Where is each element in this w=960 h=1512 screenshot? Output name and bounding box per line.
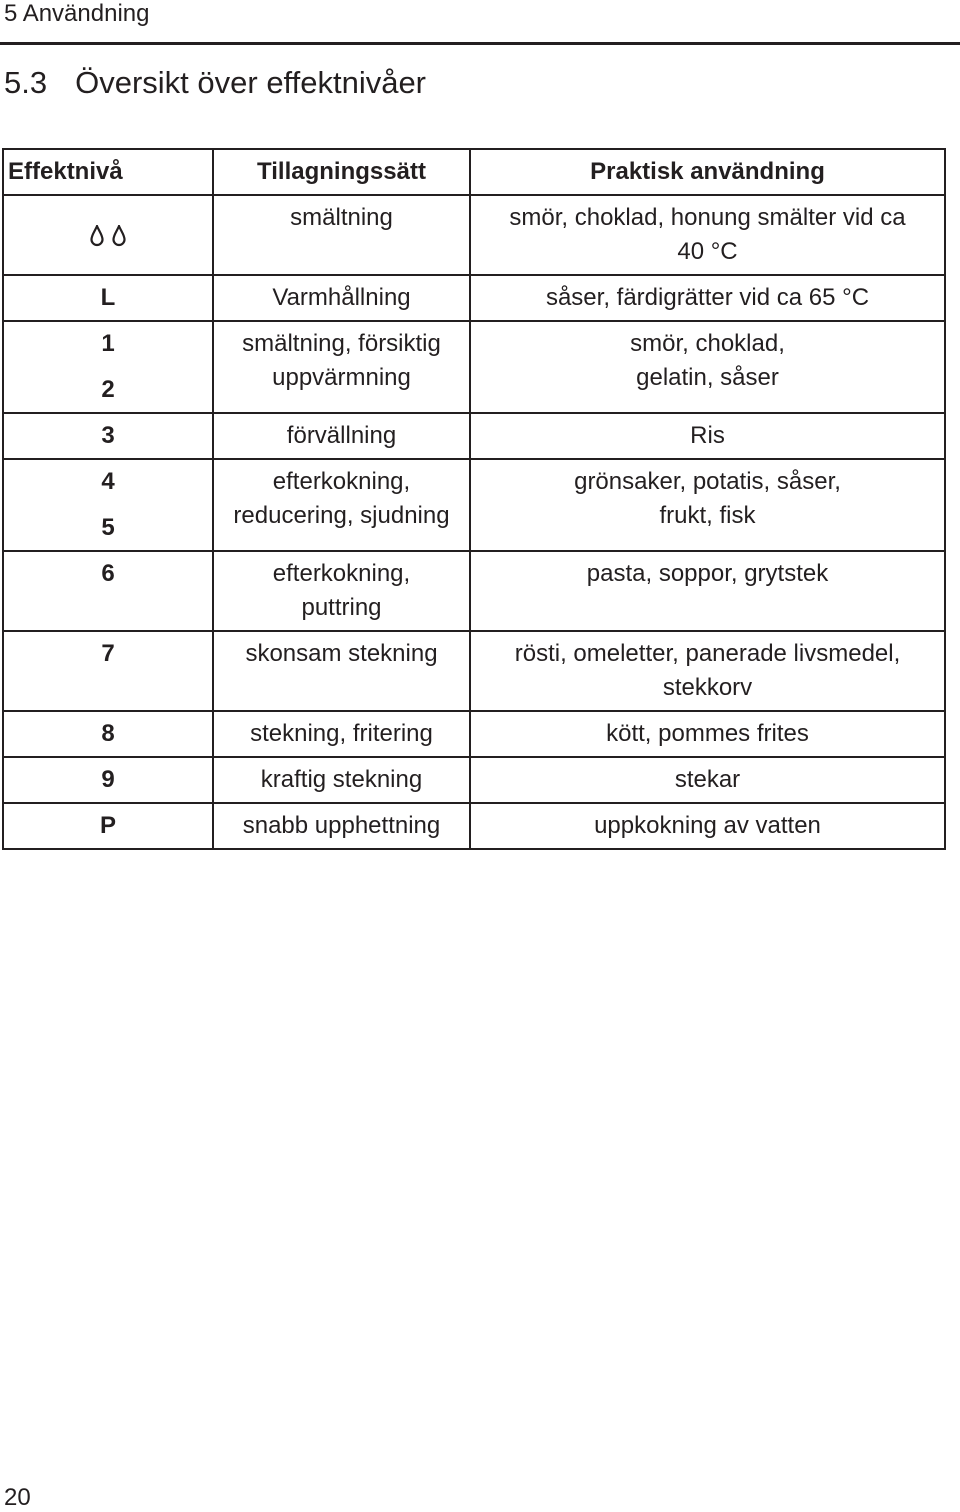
level-cell: 9 [3,757,213,803]
table-row [3,631,945,711]
method-cell: stekning, fritering [213,711,470,757]
level-value: 2 [101,376,115,403]
method-cell: snabb upphettning [213,803,470,849]
use-cell: kött, pommes frites [470,711,945,757]
level-value: 5 [101,514,115,541]
method-line: puttring [301,594,382,621]
use-line: 40 °C [677,238,738,265]
table-row [3,195,945,275]
level-cell: 8 [3,711,213,757]
use-cell: uppkokning av vatten [470,803,945,849]
method-line: smältning, försiktig [242,330,441,357]
use-cell [470,195,945,275]
level-value: 1 [101,330,115,357]
table-row [3,757,945,803]
header-rule [0,42,960,45]
method-cell [213,321,470,413]
page-number: 20 [4,1484,31,1511]
method-line: reducering, sjudning [233,502,450,529]
use-line: grönsaker, potatis, såser, [574,468,841,495]
use-cell [470,321,945,413]
use-line: stekkorv [662,674,753,701]
use-line: gelatin, såser [636,364,779,391]
level-value: 4 [101,468,115,495]
method-cell: kraftig stekning [213,757,470,803]
use-line: smör, choklad, honung smälter vid ca [509,204,906,231]
method-cell: förvällning [213,413,470,459]
use-line: frukt, fisk [659,502,756,529]
level-cell: P [3,803,213,849]
method-cell: smältning [213,195,470,275]
method-cell [213,459,470,551]
method-cell [213,551,470,631]
table-row [3,711,945,757]
title-number: 5.3 [4,65,48,100]
power-level-table [2,148,946,850]
level-cell [3,459,213,551]
table-row [3,413,945,459]
table-row [3,275,945,321]
use-cell [470,459,945,551]
level-cell: 7 [3,631,213,711]
table-row [3,459,945,551]
section-header: 5 Användning [4,0,150,27]
use-cell: Ris [470,413,945,459]
two-drops-icon [90,225,126,247]
method-cell: skonsam stekning [213,631,470,711]
method-line: uppvärmning [272,364,411,391]
header-practical-use: Praktisk användning [470,149,945,195]
header-power-level: Effektnivå [3,149,213,195]
table-header-row [3,149,945,195]
method-line: efterkokning, [272,468,411,495]
header-cooking-method: Tillagningssätt [213,149,470,195]
use-line: smör, choklad, [630,330,785,357]
table-row [3,551,945,631]
table-row [3,803,945,849]
level-cell: 6 [3,551,213,631]
table-row [3,321,945,413]
page-title [4,64,426,102]
title-text: Översikt över effektnivåer [75,65,427,100]
use-cell: såser, färdigrätter vid ca 65 °C [470,275,945,321]
use-cell: pasta, soppor, grytstek [470,551,945,631]
level-cell [3,321,213,413]
level-cell: L [3,275,213,321]
method-line: efterkokning, [272,560,411,587]
method-cell: Varmhållning [213,275,470,321]
use-line: rösti, omeletter, panerade livsmedel, [514,640,901,667]
level-cell [3,195,213,275]
use-cell [470,631,945,711]
level-cell: 3 [3,413,213,459]
use-cell: stekar [470,757,945,803]
